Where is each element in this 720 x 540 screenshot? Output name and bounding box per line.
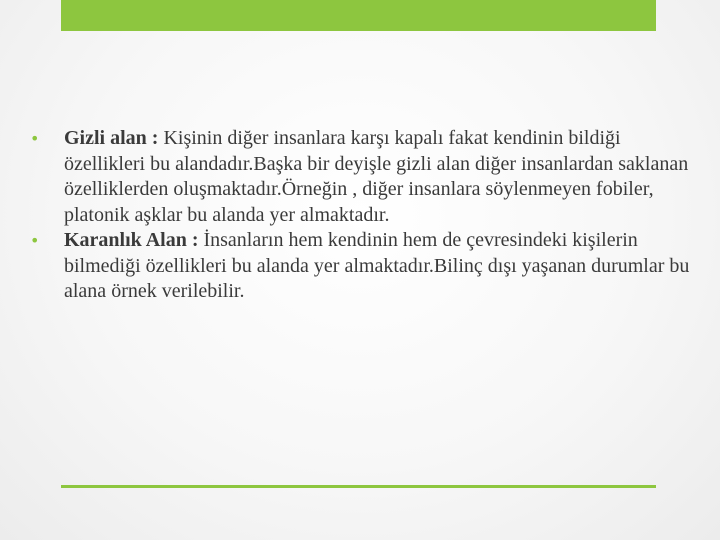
top-accent-bar	[61, 0, 656, 31]
bullet-item-karanlik-alan	[30, 228, 690, 305]
bullet-list	[30, 126, 690, 305]
bullet-item-gizli-alan	[30, 126, 690, 228]
bullet-term: Karanlık Alan :	[64, 229, 204, 251]
bullet-term: Gizli alan :	[64, 127, 164, 149]
bottom-accent-line	[61, 485, 656, 488]
bullet-text: Kişinin diğer insanlara karşı kapalı fakat kendinin bildiği özellikleri bu alandadır.Başka bir deyişle gizli alan diğer insanlardan saklanan özelliklerden oluşmaktadır.Örneğin , diğer insanlara söylenmeyen fobiler, platonik aşklar bu alanda yer almaktadır.	[64, 127, 689, 226]
slide-content	[30, 126, 690, 305]
bullet-text: İnsanların hem kendinin hem de çevresindeki kişilerin bilmediği özellikleri bu alanda yer almaktadır.Bilinç dışı yaşanan durumlar bu alana örnek verilebilir.	[64, 229, 690, 302]
bullet-dot-icon: •	[30, 231, 40, 250]
bullet-dot-icon: •	[30, 129, 40, 148]
